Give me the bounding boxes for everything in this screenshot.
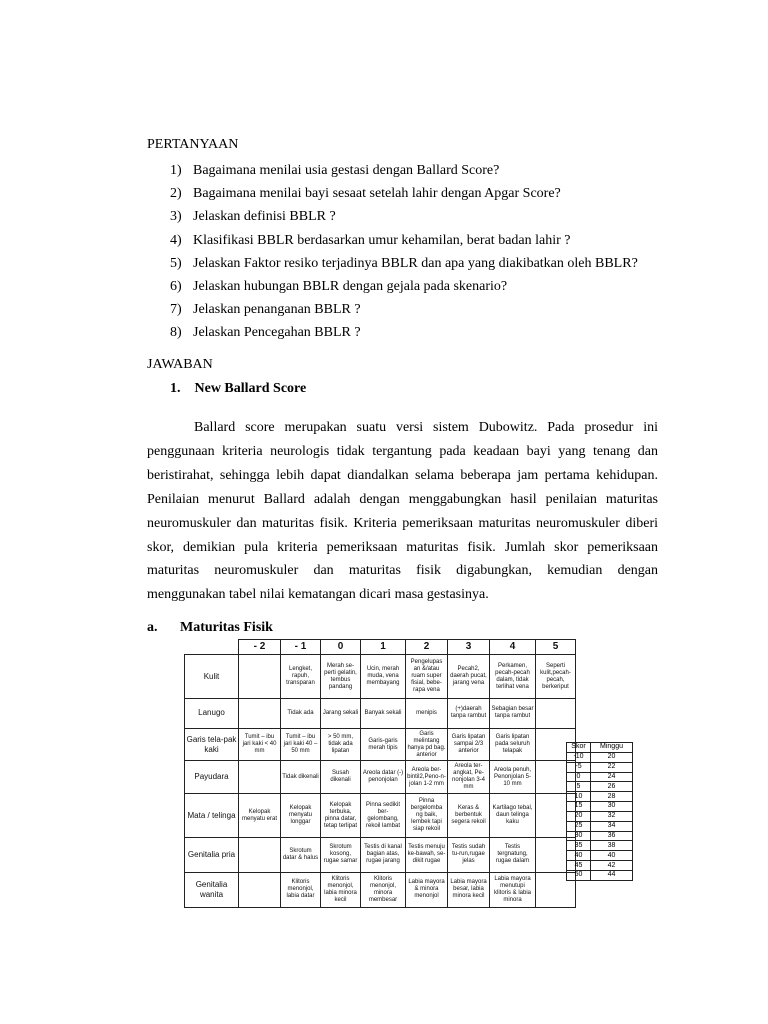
ballard-row (185, 699, 576, 729)
minggu-value: 44 (591, 870, 633, 880)
criteria-cell (239, 837, 281, 872)
criteria-cell: Kartilago tebal, daun telinga kaku (490, 794, 536, 838)
ballard-table (184, 639, 576, 908)
skor-row (567, 782, 633, 792)
criteria-cell: Areola ter-angkat, Pe-nonjolan 3-4 mm (448, 761, 490, 794)
criteria-label: Garis tela-pak kaki (185, 728, 239, 761)
criteria-cell: > 50 mm, tidak ada lipatan (321, 728, 361, 761)
question-item (147, 186, 638, 209)
criteria-cell: Perkamen, pecah-pecah dalam, tidak terlihat vena (490, 655, 536, 699)
criteria-cell: Lengket, rapuh, transparan (281, 655, 321, 699)
question-item (147, 279, 638, 302)
criteria-cell: Testis di kanal bagian atas, rugae jarang (361, 837, 406, 872)
criteria-cell (239, 761, 281, 794)
skor-header-cell: Minggu (591, 743, 633, 753)
skor-row (567, 851, 633, 861)
skor-value: 50 (567, 870, 591, 880)
minggu-value: 28 (591, 792, 633, 802)
skor-value: 45 (567, 861, 591, 871)
criteria-cell: Kelopak menyatu erat (239, 794, 281, 838)
criteria-label: Kulit (185, 655, 239, 699)
criteria-cell: Tumit – ibu jari kaki < 40 mm (239, 728, 281, 761)
question-item (147, 302, 638, 325)
skor-value: 20 (567, 811, 591, 821)
criteria-cell: Garis lipatan pada seluruh telapak (490, 728, 536, 761)
criteria-cell: Garis lipatan sampai 2/3 anterior (448, 728, 490, 761)
question-text: Jelaskan penanganan BBLR ? (193, 302, 361, 318)
criteria-cell (536, 699, 576, 729)
question-item (147, 233, 638, 256)
minggu-value: 42 (591, 861, 633, 871)
criteria-label: Mata / telinga (185, 794, 239, 838)
criteria-cell: Skrotum datar & halus (281, 837, 321, 872)
question-text: Klasifikasi BBLR berdasarkan umur kehamilan, berat badan lahir ? (193, 232, 571, 248)
skor-row (567, 821, 633, 831)
score-header-cell: 2 (406, 640, 448, 655)
header-blank-cell (185, 640, 239, 655)
subsection-title (147, 620, 273, 636)
criteria-cell: Labia mayora besar, labia minora kecil (448, 872, 490, 907)
minggu-value: 22 (591, 762, 633, 772)
criteria-cell: Ucin, merah muda, vena membayang (361, 655, 406, 699)
skor-row (567, 762, 633, 772)
section-title: 1. New Ballard Score (170, 381, 307, 396)
jawaban-heading: JAWABAN (147, 357, 213, 372)
question-number: 5) (170, 255, 182, 271)
question-item (147, 325, 638, 348)
criteria-cell: Merah se-perti gelatin, tembus pandang (321, 655, 361, 699)
criteria-cell: Sebagian besar tanpa rambut (490, 699, 536, 729)
ballard-row (185, 655, 576, 699)
criteria-cell: Klitoris menonjol, labia minora kecil (321, 872, 361, 907)
skor-value: 35 (567, 841, 591, 851)
criteria-label: Lanugo (185, 699, 239, 729)
criteria-cell: Pecah2, daerah pucat, jarang vena (448, 655, 490, 699)
skor-value: -10 (567, 752, 591, 762)
ballard-row (185, 837, 576, 872)
criteria-cell: Seperti kulit,pecah-pecah, berkeriput (536, 655, 576, 699)
criteria-cell: Testis menuju ke-bawah, se-dikit rugae (406, 837, 448, 872)
criteria-cell: Pengelupas an &/atau ruam super fisial, bebe-rapa vena (406, 655, 448, 699)
criteria-label: Genitalia pria (185, 837, 239, 872)
skor-row (567, 802, 633, 812)
score-header-cell: 5 (536, 640, 576, 655)
skor-value: 0 (567, 772, 591, 782)
criteria-cell: Testis tergnatung, rugae dalam (490, 837, 536, 872)
minggu-value: 36 (591, 831, 633, 841)
ballard-paragraph: Ballard score merupakan suatu versi sistem Dubowitz. Pada prosedur ini penggunaan kriteria neurologis tidak tergantung pada keadaan bayi yang tenang dan beristirahat, sehingga lebih dapat diandalkan selama beberapa jam pertama kehidupan. Penilaian menurut Ballard adalah dengan menggabungkan hasil penilaian maturitas neuromuskuler dan maturitas fisik. Kriteria pemeriksaan maturitas neuromuskuler diberi skor, demikian pula kriteria pemeriksaan maturitas fisik. Jumlah skor pemeriksaan maturitas neuromuskuler dan maturitas fisik digabungkan, kemudian dengan menggunakan tabel nilai kematangan dicari masa gestasinya. (147, 420, 658, 603)
criteria-cell: Garis melintang hanya pd bag. anterior (406, 728, 448, 761)
question-text: Jelaskan Faktor resiko terjadinya BBLR dan apa yang diakibatkan oleh BBLR? (193, 255, 638, 271)
question-number: 3) (170, 209, 182, 225)
criteria-label: Genitalia wanita (185, 872, 239, 907)
ballard-header-row (185, 640, 576, 655)
minggu-value: 34 (591, 821, 633, 831)
criteria-cell: Tumit – ibu jari kaki 40 –50 mm (281, 728, 321, 761)
skor-table (566, 742, 633, 881)
criteria-cell: Tidak ada (281, 699, 321, 729)
question-text: Jelaskan Pencegahan BBLR ? (193, 325, 361, 341)
minggu-value: 38 (591, 841, 633, 851)
question-number: 4) (170, 232, 182, 248)
minggu-value: 24 (591, 772, 633, 782)
criteria-cell: Kelopak menyatu longgar (281, 794, 321, 838)
ballard-row (185, 872, 576, 907)
criteria-cell: Areola penuh, Penonjolan 5- 10 mm (490, 761, 536, 794)
criteria-cell: Susah dikenali (321, 761, 361, 794)
ballard-row (185, 794, 576, 838)
criteria-cell: Keras & berbentuk segera rekoil (448, 794, 490, 838)
score-header-cell: 3 (448, 640, 490, 655)
minggu-value: 26 (591, 782, 633, 792)
question-number: 1) (170, 163, 182, 178)
ballard-row (185, 761, 576, 794)
skor-row (567, 752, 633, 762)
pertanyaan-heading: PERTANYAAN (147, 137, 239, 152)
question-number: 2) (170, 186, 182, 202)
score-header-cell: 4 (490, 640, 536, 655)
skor-row (567, 861, 633, 871)
skor-row (567, 811, 633, 821)
question-number: 6) (170, 278, 182, 294)
criteria-cell: Skrotum kosong, rugae samar (321, 837, 361, 872)
score-header-cell: 0 (321, 640, 361, 655)
skor-row (567, 841, 633, 851)
criteria-cell: Pinna bergelomba ng baik, lembek tapi siap rekoil (406, 794, 448, 838)
criteria-cell: Labia mayora & minora menonjol (406, 872, 448, 907)
criteria-cell (239, 872, 281, 907)
minggu-value: 40 (591, 851, 633, 861)
criteria-cell: Klitoris menonjol, minora membesar (361, 872, 406, 907)
skor-row (567, 831, 633, 841)
question-item (147, 209, 638, 232)
score-header-cell: - 2 (239, 640, 281, 655)
criteria-cell: Jarang sekali (321, 699, 361, 729)
skor-row (567, 792, 633, 802)
criteria-cell: Testis sudah tu-run,rugae jelas (448, 837, 490, 872)
question-text: Jelaskan definisi BBLR ? (193, 209, 336, 225)
question-text: Bagaimana menilai usia gestasi dengan Ballard Score? (193, 163, 500, 178)
criteria-cell: menipis (406, 699, 448, 729)
criteria-cell: Klitoris menonjol, labia datar (281, 872, 321, 907)
score-header-cell: - 1 (281, 640, 321, 655)
question-number: 8) (170, 325, 182, 341)
question-text: Bagaimana menilai bayi sesaat setelah lahir dengan Apgar Score? (193, 186, 561, 202)
skor-header-row (567, 743, 633, 753)
skor-row (567, 870, 633, 880)
criteria-cell (239, 655, 281, 699)
ballard-row (185, 728, 576, 761)
minggu-value: 30 (591, 802, 633, 812)
skor-value: 30 (567, 831, 591, 841)
skor-header-cell: Skor (567, 743, 591, 753)
skor-value: 25 (567, 821, 591, 831)
criteria-label: Payudara (185, 761, 239, 794)
skor-value: 40 (567, 851, 591, 861)
criteria-cell: Labia mayora menutupi klitoris & labia minora (490, 872, 536, 907)
question-number: 7) (170, 302, 182, 318)
skor-value: 10 (567, 792, 591, 802)
criteria-cell: Tidak dikenali (281, 761, 321, 794)
criteria-cell: (+)daerah tanpa rambut (448, 699, 490, 729)
criteria-cell: Pinna sedikit ber-gelombang, rekoil lambat (361, 794, 406, 838)
skor-value: -5 (567, 762, 591, 772)
criteria-cell (239, 699, 281, 729)
subsection-label: a. (147, 620, 158, 635)
criteria-cell: Areola datar (-) penonjolan (361, 761, 406, 794)
minggu-value: 20 (591, 752, 633, 762)
skor-value: 5 (567, 782, 591, 792)
criteria-cell: Banyak sekali (361, 699, 406, 729)
skor-row (567, 772, 633, 782)
subsection-text: Maturitas Fisik (180, 620, 273, 635)
criteria-cell: Garis-garis merah tipis (361, 728, 406, 761)
criteria-cell: Kelopak terbuka, pinna datar, tetap terlipat (321, 794, 361, 838)
question-text: Jelaskan hubungan BBLR dengan gejala pada skenario? (193, 278, 508, 294)
question-list (147, 163, 638, 349)
question-item (147, 163, 638, 186)
score-header-cell: 1 (361, 640, 406, 655)
skor-value: 15 (567, 802, 591, 812)
minggu-value: 32 (591, 811, 633, 821)
question-item (147, 256, 638, 279)
criteria-cell: Areola ber-bintil2,Peno-n- jolan 1-2 mm (406, 761, 448, 794)
